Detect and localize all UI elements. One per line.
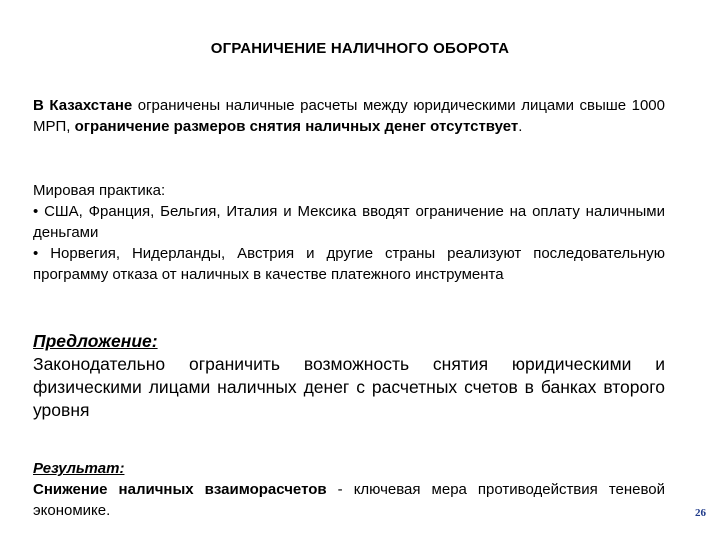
proposal-text: Законодательно ограничить возможность снятия юридическими и физическими лицами наличных денег с расчетных счетов в банках второго уровня [33,354,665,420]
kazakhstan-text: ограничены наличные расчеты между юридическими лицами свыше 1000 МРП, [33,97,665,135]
result-heading: Результат: [33,460,125,477]
world-practice-item: • Норвегия, Нидерланды, Австрия и другие страны реализуют последовательную программу отказа от наличных в качестве платежного инструмента [33,245,665,283]
proposal-heading: Предложение: [33,331,158,351]
page-number: 26 [695,507,706,519]
kazakhstan-end: . [518,118,523,135]
slide-title: ОГРАНИЧЕНИЕ НАЛИЧНОГО ОБОРОТА [210,40,510,57]
kazakhstan-paragraph [33,95,665,137]
result-text: - ключевая мера противодействия теневой экономике. [33,481,666,519]
world-practice-section [33,180,665,285]
result-bold: Снижение наличных взаиморасчетов [33,481,327,498]
world-practice-item: • США, Франция, Бельгия, Италия и Мексика вводят ограничение на оплату наличными деньгами [33,203,665,241]
kazakhstan-lead: В Казахстане [33,97,133,114]
result-section [33,458,665,521]
world-practice-heading: Мировая практика: [33,182,166,199]
kazakhstan-bold-tail: ограничение размеров снятия наличных денег отсутствует [74,118,519,135]
proposal-section [33,330,665,422]
